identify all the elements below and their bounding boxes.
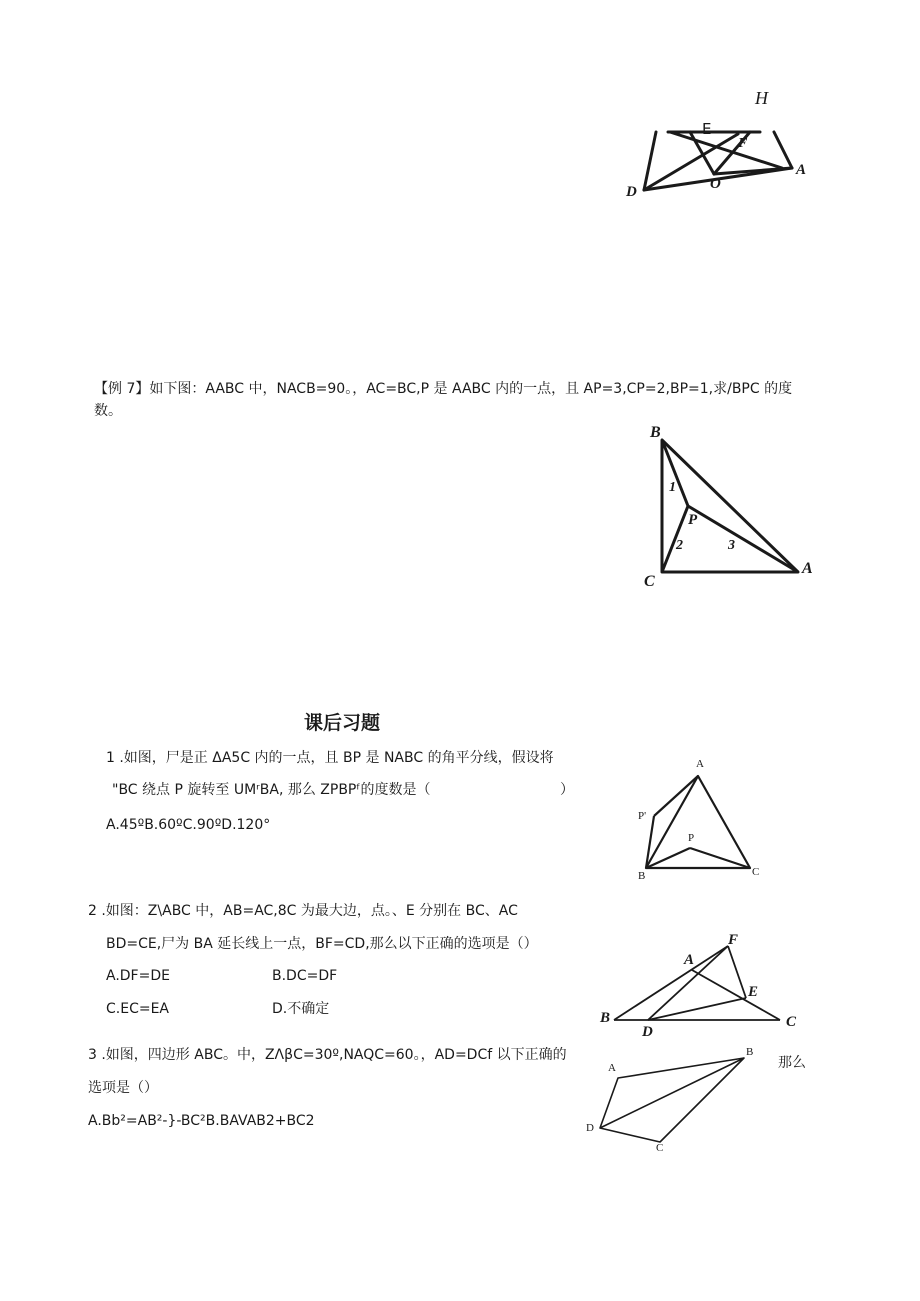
q2-option-d: D.不确定: [272, 1001, 330, 1017]
example7-text: [94, 379, 792, 421]
q3-line2: 选项是（）: [88, 1080, 158, 1096]
label-d: D: [586, 1122, 594, 1134]
label-a: A: [696, 758, 704, 770]
homework-title: 课后习题: [304, 712, 381, 734]
q2-line2: BD=CE,尸为 BA 延长线上一点，BF=CD,那么以下正确的选项是（）: [106, 936, 538, 952]
label-e: E: [702, 120, 712, 138]
segment-fe: [728, 946, 746, 998]
segment-bp: [662, 440, 688, 506]
top-figure: [610, 80, 830, 210]
example7-line2: 数。: [94, 403, 122, 419]
label-a: A: [608, 1062, 616, 1074]
quadrilateral-abcd: [600, 1058, 744, 1142]
label-a: A: [684, 952, 695, 968]
label-angle-2: 2: [676, 538, 683, 553]
q2-line1: 2 .如图：Z\ABC 中，AB=AC,8C 为最大边，点。、E 分别在 BC、AC: [88, 903, 518, 919]
segment-db: [600, 1058, 744, 1128]
example7-line1: 【例 7】如下图：AABC 中，NACB=90。，AC=BC,P 是 AABC 内的一点，且 AP=3,CP=2,BP=1,求/BPC 的度: [94, 381, 793, 397]
label-b: B: [638, 870, 646, 882]
label-c: C: [656, 1142, 664, 1154]
label-f: F: [728, 932, 739, 948]
segment-ac: [692, 970, 780, 1020]
segment-bf: [614, 946, 728, 1020]
label-e: E: [748, 984, 759, 1000]
triangle-abc-with-extension-diagram: [600, 932, 810, 1044]
q1-line1: 1 .如图，尸是正 ΔA5C 内的一点，且 BP 是 NABC 的角平分线，假设将: [106, 750, 554, 766]
equilateral-triangle-diagram: [632, 756, 772, 886]
q2-figure: [600, 932, 810, 1044]
label-c: C: [786, 1014, 797, 1030]
q1-paren-close: ）: [560, 782, 574, 798]
q2-option-c: C.EC=EA: [106, 1001, 169, 1017]
label-a: A: [802, 560, 813, 577]
segment-cross: [670, 132, 782, 168]
q1-line2-row: [112, 780, 431, 800]
example7-figure: [640, 420, 820, 600]
label-angle-1: 1: [669, 480, 676, 495]
q1-options: A.45ºB.60ºC.90ºD.120°: [106, 817, 271, 833]
label-b: B: [650, 424, 661, 441]
label-p: P: [688, 832, 695, 844]
q1-line2: "BC 绕点 P 旋转至 UMʳBA, 那么 ZPBPᶠ的度数是（: [112, 782, 431, 798]
triangle-abc-diagram: [640, 420, 820, 600]
segment-cp: [662, 506, 688, 572]
segment-d-left: [644, 132, 656, 190]
label-p: P: [688, 512, 698, 528]
label-f: F: [738, 136, 748, 151]
label-d: D: [642, 1024, 653, 1040]
label-c: C: [752, 866, 760, 878]
question-1: [106, 748, 554, 768]
q3-line1: 3 .如图，四边形 ABC。中，ZΛβC=30º,NAQC=60。，AD=DCf 以下正确的: [88, 1047, 567, 1063]
segment-a-right: [774, 132, 792, 168]
label-d: D: [626, 184, 637, 200]
segment-p-prime-a: [654, 776, 698, 816]
q3-figure: [580, 1044, 770, 1162]
label-a: A: [796, 162, 807, 178]
q2-option-a: A.DF=DE: [106, 968, 170, 984]
label-h: H: [755, 88, 768, 108]
label-p-prime: P': [638, 810, 647, 822]
label-b: B: [600, 1010, 611, 1026]
triangle-abc: [646, 776, 750, 868]
label-c: C: [644, 573, 655, 590]
q2-option-b: B.DC=DF: [272, 968, 338, 984]
segment-de: [648, 998, 746, 1020]
segment-ap: [688, 506, 798, 572]
label-o: O: [710, 176, 721, 192]
q3-side-note: 那么: [778, 1055, 806, 1071]
label-angle-3: 3: [728, 538, 735, 553]
label-b: B: [746, 1046, 754, 1058]
q1-figure: [632, 756, 772, 886]
q3-options: A.Bb²=AB²-}-BC²B.BAVAB2+BC2: [88, 1113, 315, 1129]
